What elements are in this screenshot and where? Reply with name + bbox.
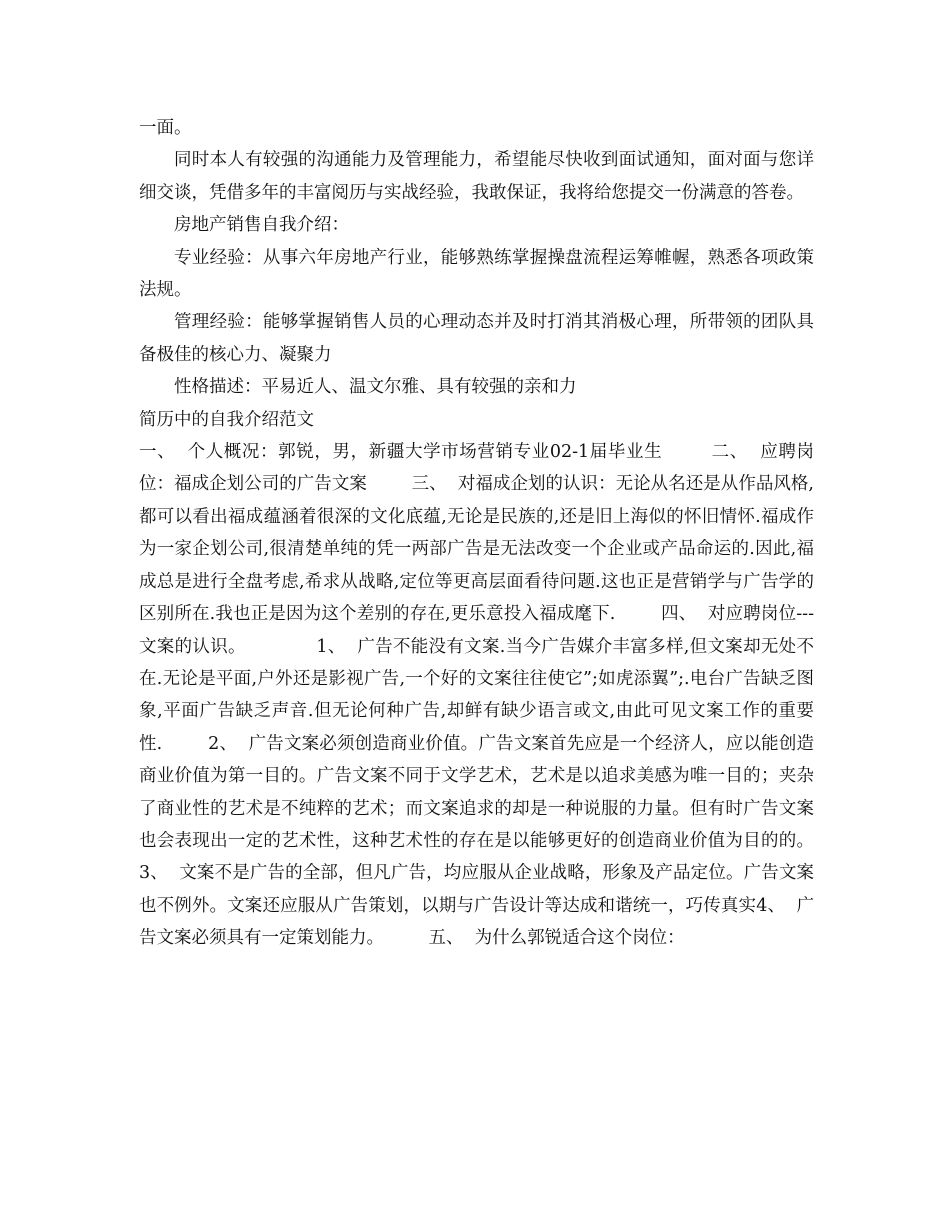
section-heading-real-estate: 房地产销售自我介绍： — [174, 215, 349, 236]
paragraph-resume-body: 一、 个人概况：郭锐，男，新疆大学市场营销专业02-1届毕业生 二、 应聘岗位：福成企划公司的广告文案 三、 对福成企划的认识：无论从名还是从作品风格,都可以看出福成蕴涵着很深的文化底蕴,无论是民族的,还是旧上海似的怀旧情怀.福成作为一家企划公司,很清楚单纯的凭一两部广告是无法改变一个企业或产品命运的.因此,福成总是进行全盘考虑,希求从战略,定位等更高层面看待问题.这也正是营销学与广告学的区别所在.我也正是因为这个差别的存在,更乐意投入福成麾下. 四、 对应聘岗位---文案的认识。 1、 广告不能没有文案.当今广告媒介丰富多样,但文案却无处不在.无论是平面,户外还是影视广告,一个好的文案往往使它”;如虎添翼”;.电台广告缺乏图象,平面广告缺乏声音.但无论何种广告,却鲜有缺少语言或文,由此可见文案工作的重要性. 2、 广告文案必须创造商业价值。广告文案首先应是一个经济人，应以能创造商业价值为第一目的。广告文案不同于文学艺术，艺术是以追求美感为唯一目的；夹杂了商业性的艺术是不纯粹的艺术；而文案追求的却是一种说服的力量。但有时广告文案也会表现出一定的艺术性，这种艺术性的存在是以能够更好的创造商业价值为目的的。 3、 文案不是广告的全部，但凡广告，均应服从企业战略，形象及产品定位。广告文案也不例外。文案还应服从广告策划，以期与广告设计等达成和谐统一，巧传真实4、 广告文案必须具有一定策划能力。 五、 为什么郭锐适合这个岗位： — [139, 442, 859, 949]
paragraph-fragment: 一面。 — [139, 118, 192, 138]
document-body — [139, 112, 859, 955]
paragraph-professional-experience: 专业经验：从事六年房地产行业，能够熟练掌握操盘流程运筹帷幄，熟悉各项政策法规。 — [139, 247, 814, 301]
paragraph-management-experience: 管理经验：能够掌握销售人员的心理动态并及时打消其消极心理，所带领的团队具备极佳的核心力、凝聚力 — [139, 312, 814, 365]
paragraph-communication: 同时本人有较强的沟通能力及管理能力，希望能尽快收到面试通知，面对面与您详细交谈，凭借多年的丰富阅历与实战经验，我敢保证，我将给您提交一份满意的答卷。 — [139, 150, 814, 203]
paragraph-personality: 性格描述：平易近人、温文尔雅、具有较强的亲和力 — [174, 377, 577, 398]
section-heading-resume-sample: 简历中的自我介绍范文 — [139, 409, 314, 430]
